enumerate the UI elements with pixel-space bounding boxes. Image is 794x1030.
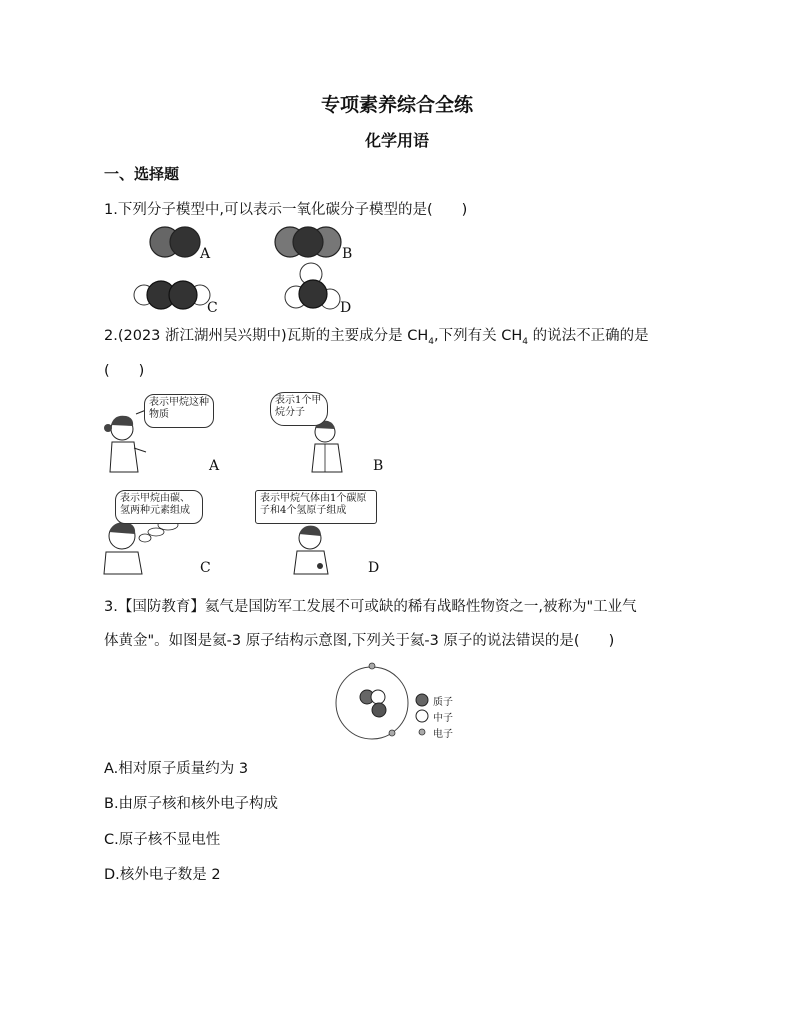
legend-neutron-marker: [416, 710, 428, 722]
speech-bubble-b: 表示1个甲烷分子: [270, 392, 328, 426]
molecule-option-a: [150, 227, 200, 257]
question-2-paren: ( ): [104, 363, 145, 379]
person-b-figure: [312, 421, 342, 472]
question-2-text: 2.(2023 浙江湖州吴兴期中)瓦斯的主要成分是 $CH_4$,下列有关 $CH_4$ 的说法不正确的是: [104, 328, 649, 347]
legend-electron-label: 电子: [433, 729, 453, 740]
choice-b: B.由原子核和核外电子构成: [104, 796, 279, 812]
person-c-figure: [104, 520, 178, 574]
person-d-figure: [294, 526, 328, 574]
speech-bubble-c: 表示甲烷由碳、氢两种元素组成: [115, 490, 203, 524]
question-3-line-1: 3.【国防教育】氦气是国防军工发展不可或缺的稀有战略性物资之一,被称为"工业气: [104, 599, 637, 615]
q1-option-d-label: D: [340, 300, 352, 316]
speech-bubble-d: 表示甲烷气体由1个碳原子和4个氢原子组成: [255, 490, 377, 524]
electron-1: [369, 663, 375, 669]
legend-electron-marker: [419, 729, 425, 735]
legend-proton-marker: [416, 694, 428, 706]
q1-option-c-label: C: [207, 300, 218, 316]
choice-a: A.相对原子质量约为 3: [104, 761, 249, 777]
choice-d: D.核外电子数是 2: [104, 867, 221, 883]
speech-bubble-a: 表示甲烷这种物质: [144, 394, 214, 428]
page-subtitle: 化学用语: [364, 131, 429, 150]
molecule-option-b: [275, 227, 341, 257]
question-1-text: 1.下列分子模型中,可以表示一氧化碳分子模型的是( ): [104, 202, 468, 218]
proton-2: [372, 703, 386, 717]
molecule-option-d: [285, 263, 340, 309]
q2-option-d-label: D: [368, 560, 380, 576]
section-heading: 一、选择题: [104, 165, 180, 183]
q1-option-b-label: B: [342, 246, 353, 262]
q2-option-a-label: A: [209, 458, 220, 474]
choice-c: C.原子核不显电性: [104, 832, 221, 848]
q1-option-a-label: A: [200, 246, 211, 262]
legend-neutron-label: 中子: [433, 713, 453, 724]
legend-proton-label: 质子: [433, 697, 453, 708]
molecule-option-c: [134, 281, 210, 309]
q2-option-b-label: B: [373, 458, 384, 474]
question-3-line-2: 体黄金"。如图是氦-3 原子结构示意图,下列关于氦-3 原子的说法错误的是( ): [104, 633, 615, 649]
electron-2: [389, 730, 395, 736]
person-a-figure: [104, 410, 146, 472]
neutron: [371, 690, 385, 704]
q2-option-c-label: C: [200, 560, 211, 576]
page-title: 专项素养综合全练: [320, 94, 473, 116]
